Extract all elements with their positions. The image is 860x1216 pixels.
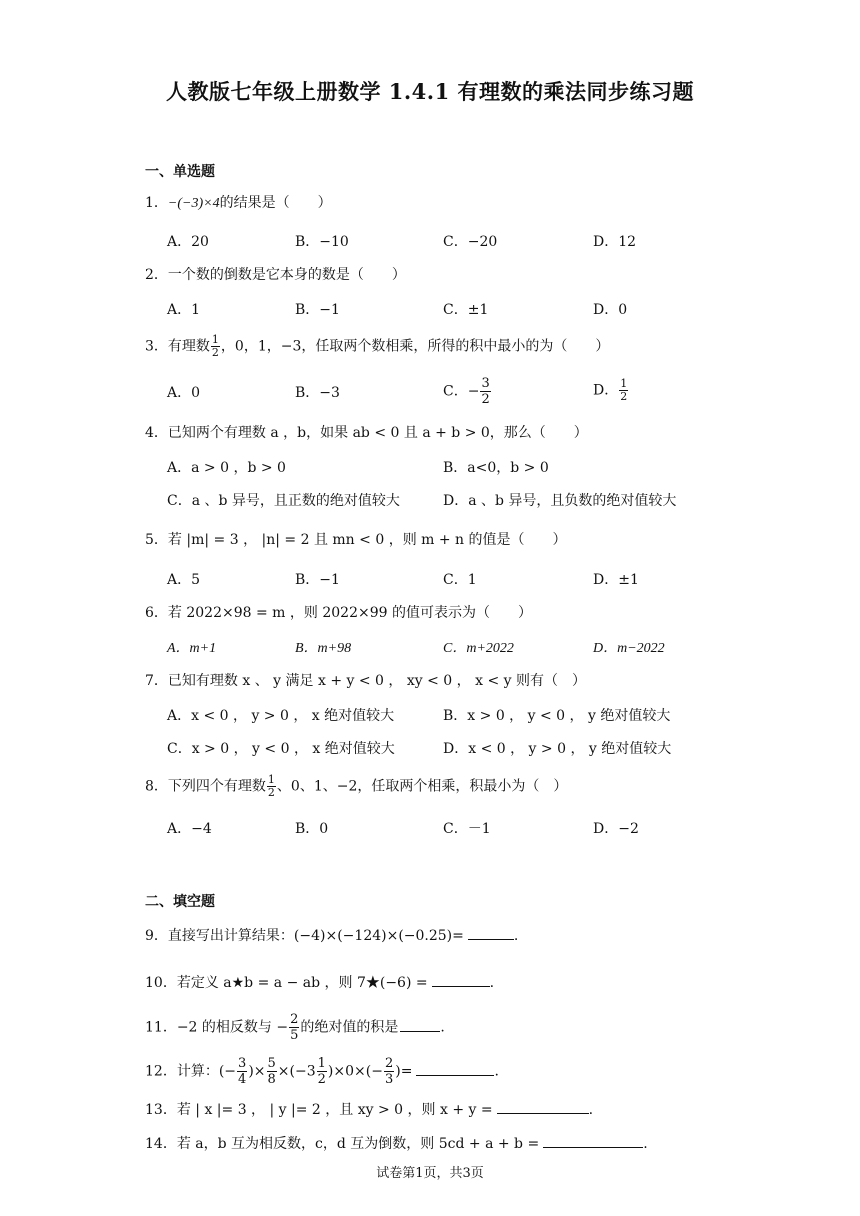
page-footer: 试卷第1页，共3页: [376, 1166, 484, 1181]
fraction: [480, 376, 490, 407]
question-3-options: [167, 376, 727, 408]
option-a[interactable]: A．20: [167, 234, 209, 250]
question-8-options: [167, 818, 727, 840]
question-text: 的结果是（ ）: [219, 195, 332, 211]
question-9: [145, 925, 518, 945]
fraction-denominator: 8: [267, 1072, 276, 1087]
question-text: 一个数的倒数是它本身的数是（ ）: [167, 267, 406, 283]
question-text: 若 a，b 互为相反数，c，d 互为倒数，则 5cd + a + b =: [176, 1136, 540, 1152]
option-d[interactable]: D．x < 0 ， y > 0 ， y 绝对值较大: [443, 741, 672, 757]
question-7-options-row1: [167, 705, 727, 727]
question-11: [145, 1012, 445, 1043]
question-13: [145, 1099, 593, 1119]
fraction-denominator: 4: [238, 1072, 247, 1087]
option-b[interactable]: B．−10: [295, 234, 349, 250]
fraction-numerator: 1: [211, 333, 219, 346]
option-b[interactable]: B．−1: [295, 302, 340, 318]
fraction-numerator: 3: [238, 1056, 247, 1071]
fraction: [267, 1056, 277, 1087]
option-d-prefix: D．: [593, 382, 619, 399]
question-number: 11．: [145, 1019, 177, 1036]
question-number: 12．: [145, 1063, 177, 1080]
question-number: 8．: [145, 778, 168, 795]
answer-blank[interactable]: [400, 1017, 440, 1032]
period: .: [494, 1063, 499, 1080]
question-2: [145, 264, 406, 284]
section-heading-fill-in: 二、填空题: [145, 894, 215, 910]
question-number: 7．: [145, 673, 168, 689]
option-b[interactable]: B．m+98: [295, 641, 352, 656]
fraction: [237, 1056, 247, 1087]
expression-part: (−: [218, 1063, 237, 1080]
option-d[interactable]: D．12: [593, 234, 637, 250]
option-c[interactable]: C．m+2022: [443, 641, 514, 656]
question-text-prefix: 有理数: [167, 338, 210, 355]
option-b[interactable]: B．−1: [295, 572, 340, 588]
question-2-options: [167, 299, 727, 321]
question-number: 14．: [145, 1136, 177, 1152]
question-number: 10．: [145, 975, 177, 991]
fraction-numerator: 1: [267, 773, 275, 786]
period: .: [513, 928, 519, 944]
question-text: 若 |m| = 3 ， |n| = 2 且 mn < 0 ，则 m + n 的值是（ ）: [167, 532, 567, 548]
fraction-denominator: 2: [481, 392, 490, 407]
question-text: 若 2022×98 = m ，则 2022×99 的值可表示为（ ）: [167, 605, 532, 621]
fraction: [619, 378, 628, 403]
fraction-numerator: 2: [290, 1012, 299, 1027]
question-1-options: [167, 231, 727, 253]
question-10: [145, 972, 494, 992]
fraction-denominator: 2: [317, 1072, 326, 1087]
fraction-denominator: 2: [211, 346, 219, 359]
option-d[interactable]: D．−2: [593, 821, 639, 837]
question-expression: −(−3)×4: [167, 196, 220, 211]
question-number: 2．: [145, 267, 168, 283]
question-text: 已知有理数 x 、 y 满足 x + y < 0 ， xy < 0 ， x < y 则有（ ）: [167, 673, 586, 689]
fraction: [317, 1056, 327, 1087]
question-4-options-row2: [167, 490, 727, 512]
option-a[interactable]: A．5: [167, 572, 201, 588]
question-text: 若定义 a★b = a − ab ，则 7★(−6) =: [176, 975, 428, 991]
question-8: [145, 774, 567, 799]
option-c[interactable]: C．－1: [443, 821, 491, 837]
question-text: 直接写出计算结果：(−4)×(−124)×(−0.25)=: [167, 928, 464, 944]
fraction-numerator: 2: [384, 1056, 394, 1071]
expression-part: )×: [248, 1063, 266, 1080]
option-c[interactable]: [443, 376, 492, 407]
question-text-prefix: 计算：: [176, 1063, 219, 1080]
period: .: [588, 1102, 594, 1118]
option-d[interactable]: D．±1: [593, 572, 639, 588]
option-c[interactable]: C．1: [443, 572, 477, 588]
question-3: [145, 334, 609, 359]
question-number: 1．: [145, 195, 168, 211]
fraction-numerator: 1: [317, 1056, 326, 1071]
question-5-options: [167, 569, 727, 591]
fraction: [384, 1056, 394, 1087]
question-12: [145, 1056, 499, 1087]
question-number: 4．: [145, 425, 168, 441]
option-c[interactable]: C．±1: [443, 302, 489, 318]
period: .: [643, 1136, 648, 1152]
answer-blank[interactable]: [497, 1099, 589, 1114]
option-a[interactable]: A．0: [167, 385, 201, 401]
option-a[interactable]: A．a > 0 ，b > 0: [167, 460, 286, 476]
answer-blank[interactable]: [416, 1061, 494, 1076]
fraction-denominator: 2: [267, 786, 275, 799]
question-number: 6．: [145, 605, 168, 621]
period: .: [440, 1019, 445, 1036]
option-b[interactable]: B．0: [295, 821, 329, 837]
option-d[interactable]: D．m−2022: [593, 641, 665, 656]
question-6: [145, 602, 532, 622]
question-text: 、0、1、−2，任取两个相乘，积最小为（ ）: [276, 778, 568, 795]
question-14: [145, 1133, 648, 1153]
answer-blank[interactable]: [468, 925, 514, 940]
question-1: [145, 192, 332, 212]
fraction: [211, 334, 220, 359]
fraction-numerator: 1: [620, 377, 628, 390]
question-text: 若 | x |= 3 ， | y |= 2 ，且 xy > 0 ，则 x + y =: [176, 1102, 493, 1118]
question-text: 的绝对值的积是: [300, 1019, 399, 1036]
question-text-prefix: 下列四个有理数: [167, 778, 266, 795]
fraction-denominator: 5: [290, 1028, 299, 1043]
option-b[interactable]: B．−3: [295, 385, 340, 401]
question-number: 9．: [145, 928, 168, 944]
option-c-prefix: C．−: [443, 383, 480, 400]
answer-blank[interactable]: [432, 972, 490, 987]
question-5: [145, 529, 567, 549]
question-4-options-row1: [167, 457, 727, 479]
expression-part: )=: [395, 1063, 413, 1080]
option-d[interactable]: D．a 、b 异号，且负数的绝对值较大: [443, 493, 677, 509]
question-text: 已知两个有理数 a ，b，如果 ab < 0 且 a + b > 0，那么（ ）: [167, 425, 588, 441]
fraction-numerator: 5: [267, 1056, 276, 1071]
option-c[interactable]: C．−20: [443, 234, 498, 250]
option-d[interactable]: [593, 378, 629, 403]
question-number: 13．: [145, 1102, 177, 1118]
option-b[interactable]: B．x > 0 ， y < 0 ， y 绝对值较大: [443, 708, 671, 724]
option-d[interactable]: D．0: [593, 302, 628, 318]
page-title: 人教版七年级上册数学 1.4.1 有理数的乘法同步练习题: [165, 79, 695, 104]
question-text-prefix: −2 的相反数与 −: [176, 1019, 289, 1036]
expression-part: ×(−3: [277, 1063, 316, 1080]
fraction-denominator: 3: [384, 1072, 394, 1087]
question-number: 5．: [145, 532, 168, 548]
expression-part: )×0×(−: [327, 1063, 383, 1080]
fraction: [289, 1012, 299, 1043]
fraction: [267, 774, 276, 799]
answer-blank[interactable]: [543, 1133, 643, 1148]
option-a[interactable]: A．1: [167, 302, 201, 318]
question-number: 3．: [145, 338, 168, 355]
question-text: ，0，1，−3，任取两个数相乘，所得的积中最小的为（ ）: [220, 338, 610, 355]
option-a[interactable]: A．m+1: [167, 641, 217, 656]
option-a[interactable]: A．x < 0 ， y > 0 ， x 绝对值较大: [167, 708, 395, 724]
fraction-denominator: 2: [620, 390, 628, 403]
option-b[interactable]: B．a<0，b > 0: [443, 460, 549, 476]
option-c[interactable]: C．x > 0 ， y < 0 ， x 绝对值较大: [167, 741, 395, 757]
question-7: [145, 670, 586, 690]
period: .: [489, 975, 495, 991]
option-a[interactable]: A．−4: [167, 821, 212, 837]
section-heading-single-choice: 一、单选题: [145, 164, 215, 180]
option-c[interactable]: C．a 、b 异号，且正数的绝对值较大: [167, 493, 400, 509]
fraction-numerator: 3: [481, 376, 490, 391]
question-6-options: [167, 637, 727, 659]
question-4: [145, 422, 588, 442]
question-7-options-row2: [167, 738, 727, 760]
